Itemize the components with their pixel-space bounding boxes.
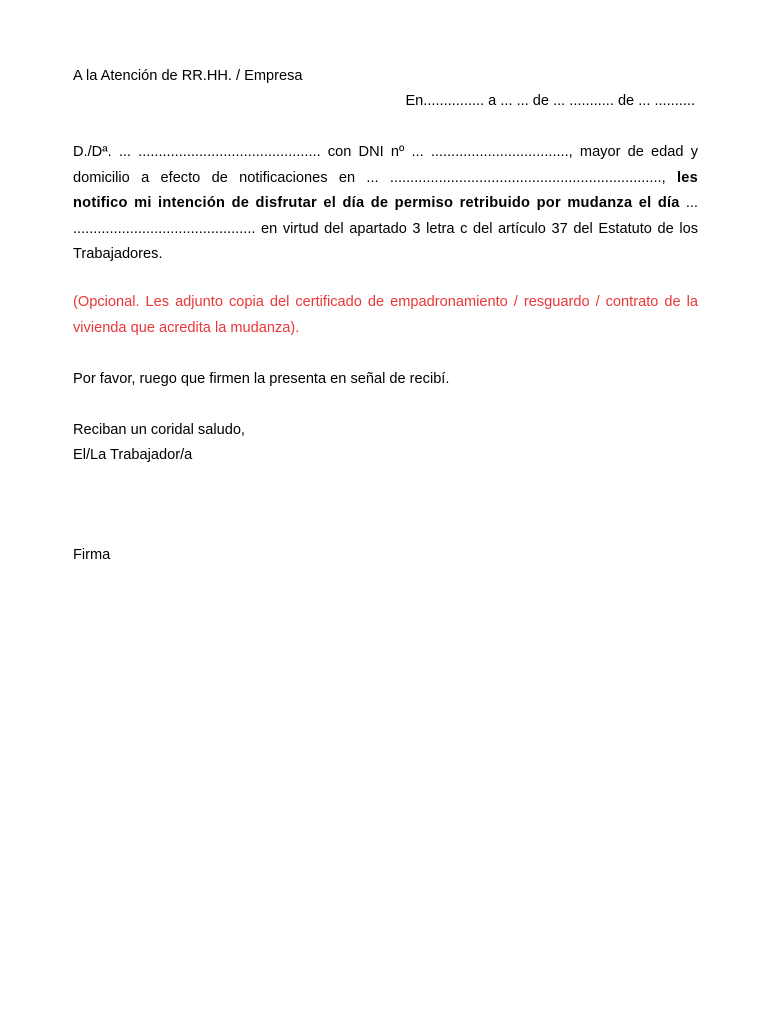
place-date-line: En............... a ... ... de ... ........... de ... .......... xyxy=(405,93,695,109)
signature-label: Firma xyxy=(73,547,111,563)
signer-line: El/La Trabajador/a xyxy=(73,447,193,463)
recipient-line: A la Atención de RR.HH. / Empresa xyxy=(73,68,303,84)
optional-note: (Opcional. Les adjunto copia del certificado de empadronamiento / resguardo / contrato de la vivienda que acredita la mudanza). xyxy=(73,294,698,336)
body-paragraph xyxy=(73,140,698,268)
closing-line: Reciban un coridal saludo, xyxy=(73,422,245,438)
body-intro-text: D./Dª. ... ............................................. con DNI nº ... .................................., mayor de edad y domicilio a efecto de notificaciones en ... ..................................................................., xyxy=(73,144,698,186)
request-line: Por favor, ruego que firmen la presenta en señal de recibí. xyxy=(73,371,450,387)
body-bold-statement: les notifico mi intención de disfrutar el día de permiso retribuido por mudanza el día xyxy=(73,169,698,211)
body-continuation-text: ... ............................................. en virtud del apartado 3 letra c del artículo 37 del Estatuto de los Trabajadores. xyxy=(73,195,698,262)
